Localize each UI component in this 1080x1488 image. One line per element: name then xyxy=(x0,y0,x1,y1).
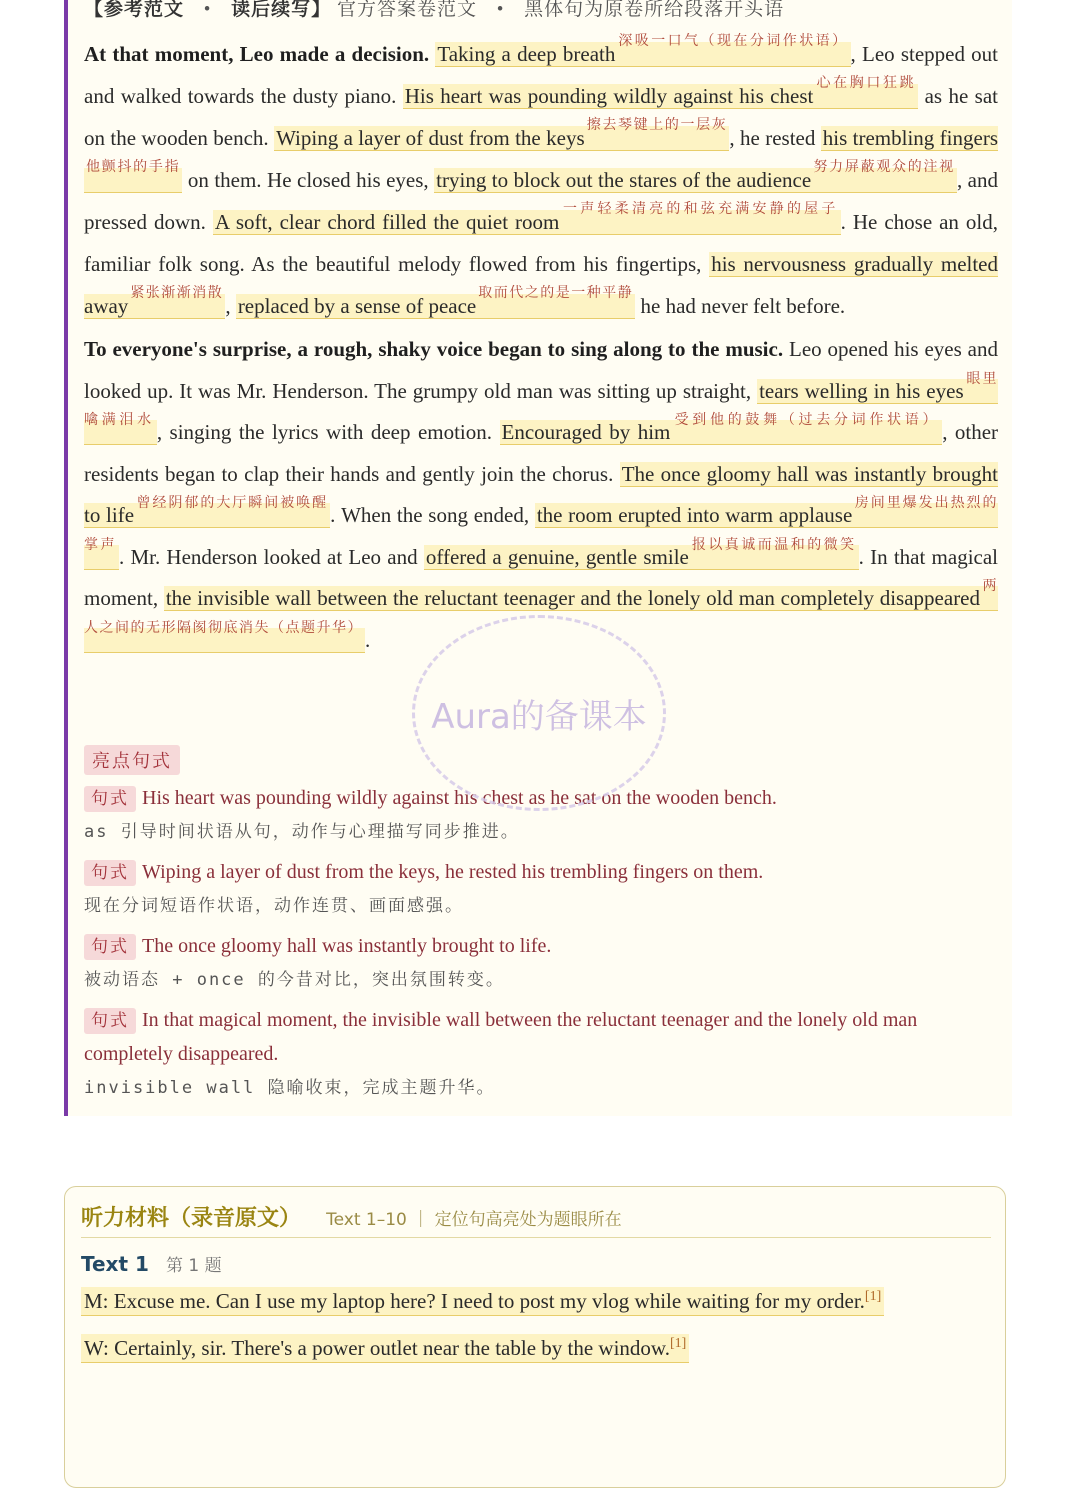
pattern-tag: 句式 xyxy=(84,934,136,960)
dialog-line: M: Excuse me. Can I use my laptop here? I need to post my vlog while waiting for my order.[1] xyxy=(81,1289,884,1314)
pattern-explanation: as 引导时间状语从句，动作与心理描写同步推进。 xyxy=(84,822,520,842)
annotation-note: 努力屏蔽观众的注视 xyxy=(813,160,955,175)
pattern-sentence: 句式 Wiping a layer of dust from the keys, he rested his trembling fingers on them. xyxy=(84,855,998,889)
highlights-title: 亮点句式 xyxy=(84,745,180,775)
highlight-phrase: A soft, clear chord filled the quiet room$^{一声轻柔清亮的和弦充满安静的屋子}$ xyxy=(214,202,839,234)
highlight-phrase: his nervousness gradually melted away$^{紧张渐渐消散}$ xyxy=(84,252,999,318)
highlight-phrase: the room erupted into warm applause $^{房间里爆发出热烈的掌声}$ xyxy=(84,503,998,570)
annotation-note: 心在胸口狂跳 xyxy=(815,76,917,91)
header-note: 黑体句为原卷所给段落开头语 xyxy=(524,0,785,20)
highlight-phrase: offered a genuine, gentle smile $^{报以真诚而温和的微笑}$ xyxy=(425,537,857,569)
header-bracket-title: 【参考范文 xyxy=(84,0,190,20)
pattern-tag: 句式 xyxy=(84,786,136,812)
listening-card xyxy=(64,1186,1006,1488)
text-number: Text 1 xyxy=(81,1252,149,1276)
listening-title: 听力材料（录音原文） xyxy=(81,1206,302,1231)
divider xyxy=(81,1237,991,1238)
pattern-explanation: 现在分词短语作状语，动作连贯、画面感强。 xyxy=(84,896,464,916)
reference-mark: [1] xyxy=(864,1289,882,1304)
section-header xyxy=(84,0,784,21)
annotation-note: 紧张渐渐消散 xyxy=(130,286,224,301)
annotation-note: 两人之间的无形隔阂彻底消失（点题升华） xyxy=(84,579,999,636)
pattern-sentence: 句式 His heart was pounding wildly against his chest as he sat on the wooden bench. xyxy=(84,781,998,815)
listening-header xyxy=(81,1201,622,1232)
reference-mark: [1] xyxy=(669,1336,687,1351)
highlight-phrase: replaced by a sense of peace$^{取而代之的是一种平静}$ xyxy=(237,286,634,318)
highlight-phrase: His heart was pounding wildly against his chest$^{心在胸口狂跳}$ xyxy=(404,76,917,108)
annotation-note: 受到他的鼓舞（过去分词作状语） xyxy=(672,413,941,428)
pattern-sentence: 句式 In that magical moment, the invisible wall between the reluctant teenager and the lonely old man completely disappeared. xyxy=(84,1009,918,1065)
highlight-phrase: Taking a deep breath$^{深吸一口气(现在分词作状语)}$ xyxy=(437,34,849,66)
highlight-phrase: Wiping a layer of dust from the keys$^{擦去琴键上的一层灰}$ xyxy=(276,118,728,150)
dialog-line: W: Certainly, sir. There's a power outlet near the table by the window.[1] xyxy=(81,1336,689,1361)
highlight-phrase: the invisible wall between the reluctant teenager and the lonely old man completely disappeared $^{两人之间的无形隔阂彻底消失(点题升华)}$ xyxy=(84,586,998,653)
annotation-note: 擦去琴键上的一层灰 xyxy=(586,118,728,133)
highlight-phrase: Encouraged by him $^{受到他的鼓舞(过去分词作状语)}$ xyxy=(501,413,941,444)
annotation-note: 曾经阴郁的大厅瞬间被唤醒 xyxy=(136,496,329,511)
annotation-note: 报以真诚而温和的微笑 xyxy=(690,537,857,553)
annotation-note: 房间里爆发出热烈的掌声 xyxy=(84,496,999,553)
paragraph-lead: At that moment, Leo made a decision. xyxy=(84,42,430,66)
essay-paragraph: To everyone's surprise, a rough, shaky voice began to sing along to the music. Leo opened his eyes and looked up. It was Mr. Henderson. The grumpy old man was sitting up straight, tears welling in his eyes $^{眼里噙满泪水}$, singing the lyrics with deep emotion. Encouraged by him $^{受到他的鼓舞(过去分词作状语)}$, other residents began to clap their hands and gently join the chorus. The once gloomy hall was instantly brought to life $^{曾经阴郁的大厅瞬间被唤醒}$. When the song ended, the room erupted into warm applause $^{房间里爆发出热烈的掌声}$. Mr. Henderson looked at Leo and offered a genuine, gentle smile $^{报以真诚而温和的微笑}$. In that magical moment, the invisible wall between the reluctant teenager and the lonely old man completely disappeared $^{两人之间的无形隔阂彻底消失(点题升华)}$. xyxy=(84,337,999,652)
annotation-note: 他颤抖的手指 xyxy=(86,160,181,175)
highlight-phrase: tears welling in his eyes $^{眼里噙满泪水}$ xyxy=(84,379,998,446)
pattern-explanation: 被动语态 + once 的今昔对比，突出氛围转变。 xyxy=(84,970,505,990)
header-section: 读后续写】 xyxy=(231,0,332,20)
annotation-note: 取而代之的是一种平静 xyxy=(478,286,634,301)
header-note: 官方答案卷范文 xyxy=(336,0,477,20)
essay-body xyxy=(84,33,998,661)
annotation-note: 深吸一口气（现在分词作状语） xyxy=(617,34,849,49)
paragraph-lead: To everyone's surprise, a rough, shaky voice began to sing along to the music. xyxy=(84,337,784,361)
pattern-explanation: invisible wall 隐喻收束，完成主题升华。 xyxy=(84,1078,496,1098)
question-number: 第 1 题 xyxy=(165,1256,222,1276)
text-label xyxy=(81,1251,222,1276)
essay-paragraph: At that moment, Leo made a decision. Taking a deep breath$^{深吸一口气(现在分词作状语)}$, Leo stepped out and walked towards the dusty piano. His heart was pounding wildly against his chest$^{心在胸口狂跳}$ as he sat on the wooden bench. Wiping a layer of dust from the keys$^{擦去琴键上的一层灰}$, he rested his trembling fingers$^{他颤抖的手指}$ on them. He closed his eyes, trying to block out the stares of the audience$^{努力屏蔽观众的注视}$, and pressed down. A soft, clear chord filled the quiet room$^{一声轻柔清亮的和弦充满安静的屋子}$. He chose an old, familiar folk song. As the beautiful melody flowed from his fingertips, his nervousness gradually melted away$^{紧张渐渐消散}$, replaced by a sense of peace$^{取而代之的是一种平静}$ he had never felt before. xyxy=(84,34,999,318)
pattern-tag: 句式 xyxy=(84,860,136,886)
annotation-note: 一声轻柔清亮的和弦充满安静的屋子 xyxy=(561,202,839,217)
annotation-note: 眼里噙满泪水 xyxy=(84,371,999,428)
listening-subtitle: Text 1–10 ｜ 定位句高亮处为题眼所在 xyxy=(326,1210,622,1230)
highlight-phrase: his trembling fingers$^{他颤抖的手指}$ xyxy=(84,126,998,193)
pattern-sentence: 句式 The once gloomy hall was instantly brought to life. xyxy=(84,929,998,963)
highlight-phrase: The once gloomy hall was instantly brought to life $^{曾经阴郁的大厅瞬间被唤醒}$ xyxy=(84,461,998,527)
highlight-phrase: trying to block out the stares of the audience$^{努力屏蔽观众的注视}$ xyxy=(436,160,955,192)
pattern-tag: 句式 xyxy=(84,1008,136,1034)
watermark-stamp: Aura的备课本 xyxy=(412,615,666,811)
essay-card xyxy=(64,0,1012,1116)
header-dot: • xyxy=(203,0,212,20)
header-dot: • xyxy=(496,0,505,20)
